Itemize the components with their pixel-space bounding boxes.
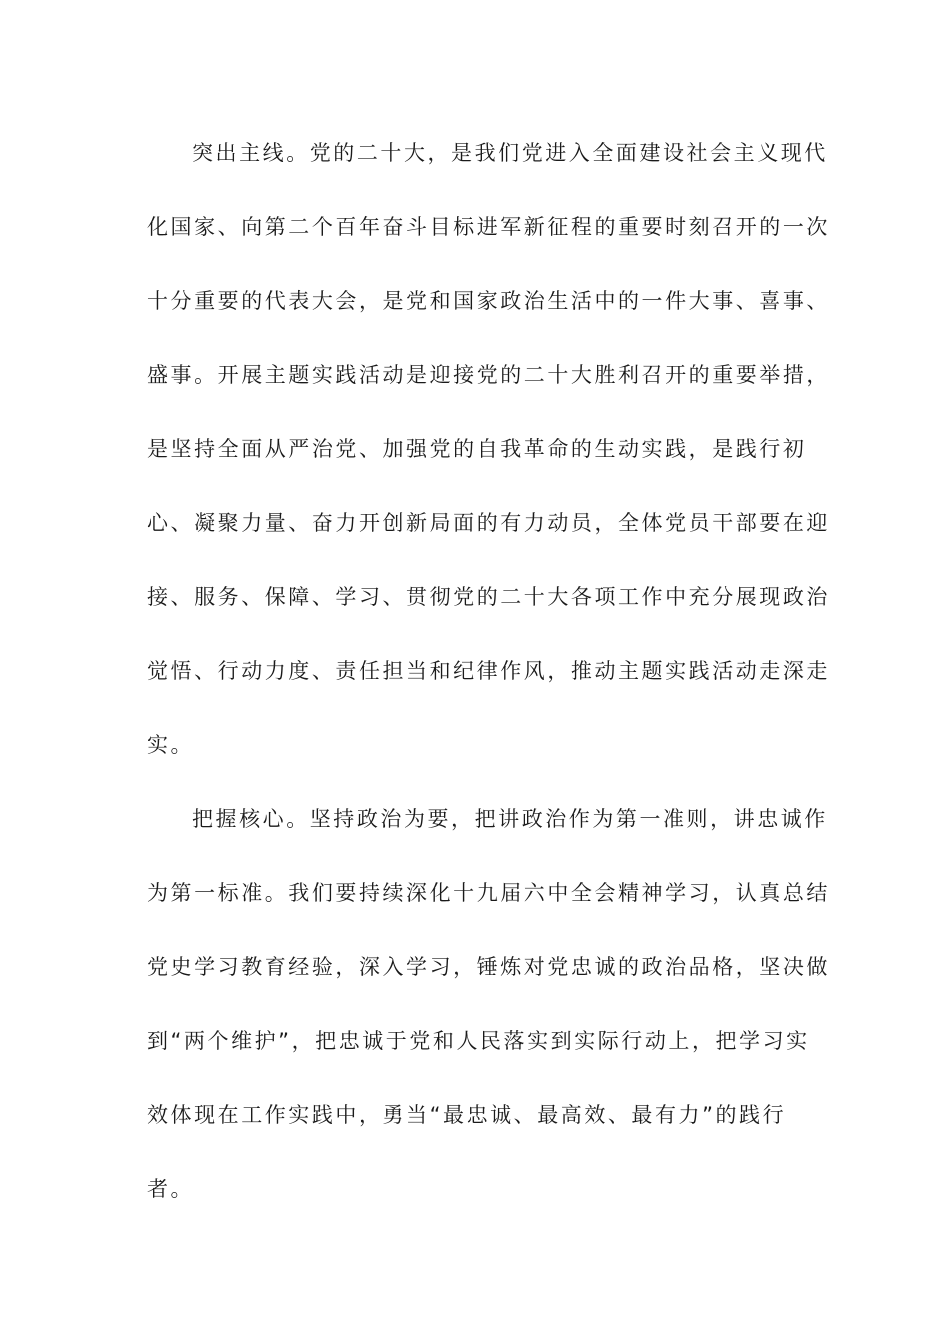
text-line: 党史学习教育经验，深入学习，锤炼对党忠诚的政治品格，坚决做	[147, 955, 830, 979]
text-line: 化国家、向第二个百年奋斗目标进军新征程的重要时刻召开的一次	[147, 215, 830, 239]
text-line: 觉悟、行动力度、责任担当和纪律作风，推动主题实践活动走深走	[147, 659, 830, 683]
paragraph-2	[147, 782, 830, 1226]
text-line: 十分重要的代表大会，是党和国家政治生活中的一件大事、喜事、	[147, 289, 830, 313]
text-line: 实。	[147, 733, 195, 757]
text-line: 者。	[147, 1177, 195, 1201]
text-line: 是坚持全面从严治党、加强党的自我革命的生动实践，是践行初	[147, 437, 807, 461]
text-line: 接、服务、保障、学习、贯彻党的二十大各项工作中充分展现政治	[147, 585, 830, 609]
text-line: 把握核心。坚持政治为要，把讲政治作为第一准则，讲忠诚作	[192, 807, 828, 831]
text-line: 盛事。开展主题实践活动是迎接党的二十大胜利召开的重要举措，	[147, 363, 830, 387]
document-body	[147, 116, 830, 1226]
text-line: 为第一标准。我们要持续深化十九届六中全会精神学习，认真总结	[147, 881, 830, 905]
text-line: 心、凝聚力量、奋力开创新局面的有力动员，全体党员干部要在迎	[147, 511, 830, 535]
paragraph-1	[147, 116, 830, 782]
text-line: 到“两个维护”，把忠诚于党和人民落实到实际行动上，把学习实	[147, 1029, 810, 1053]
text-line: 突出主线。党的二十大，是我们党进入全面建设社会主义现代	[192, 141, 828, 165]
text-line: 效体现在工作实践中，勇当“最忠诚、最高效、最有力”的践行	[147, 1103, 787, 1127]
